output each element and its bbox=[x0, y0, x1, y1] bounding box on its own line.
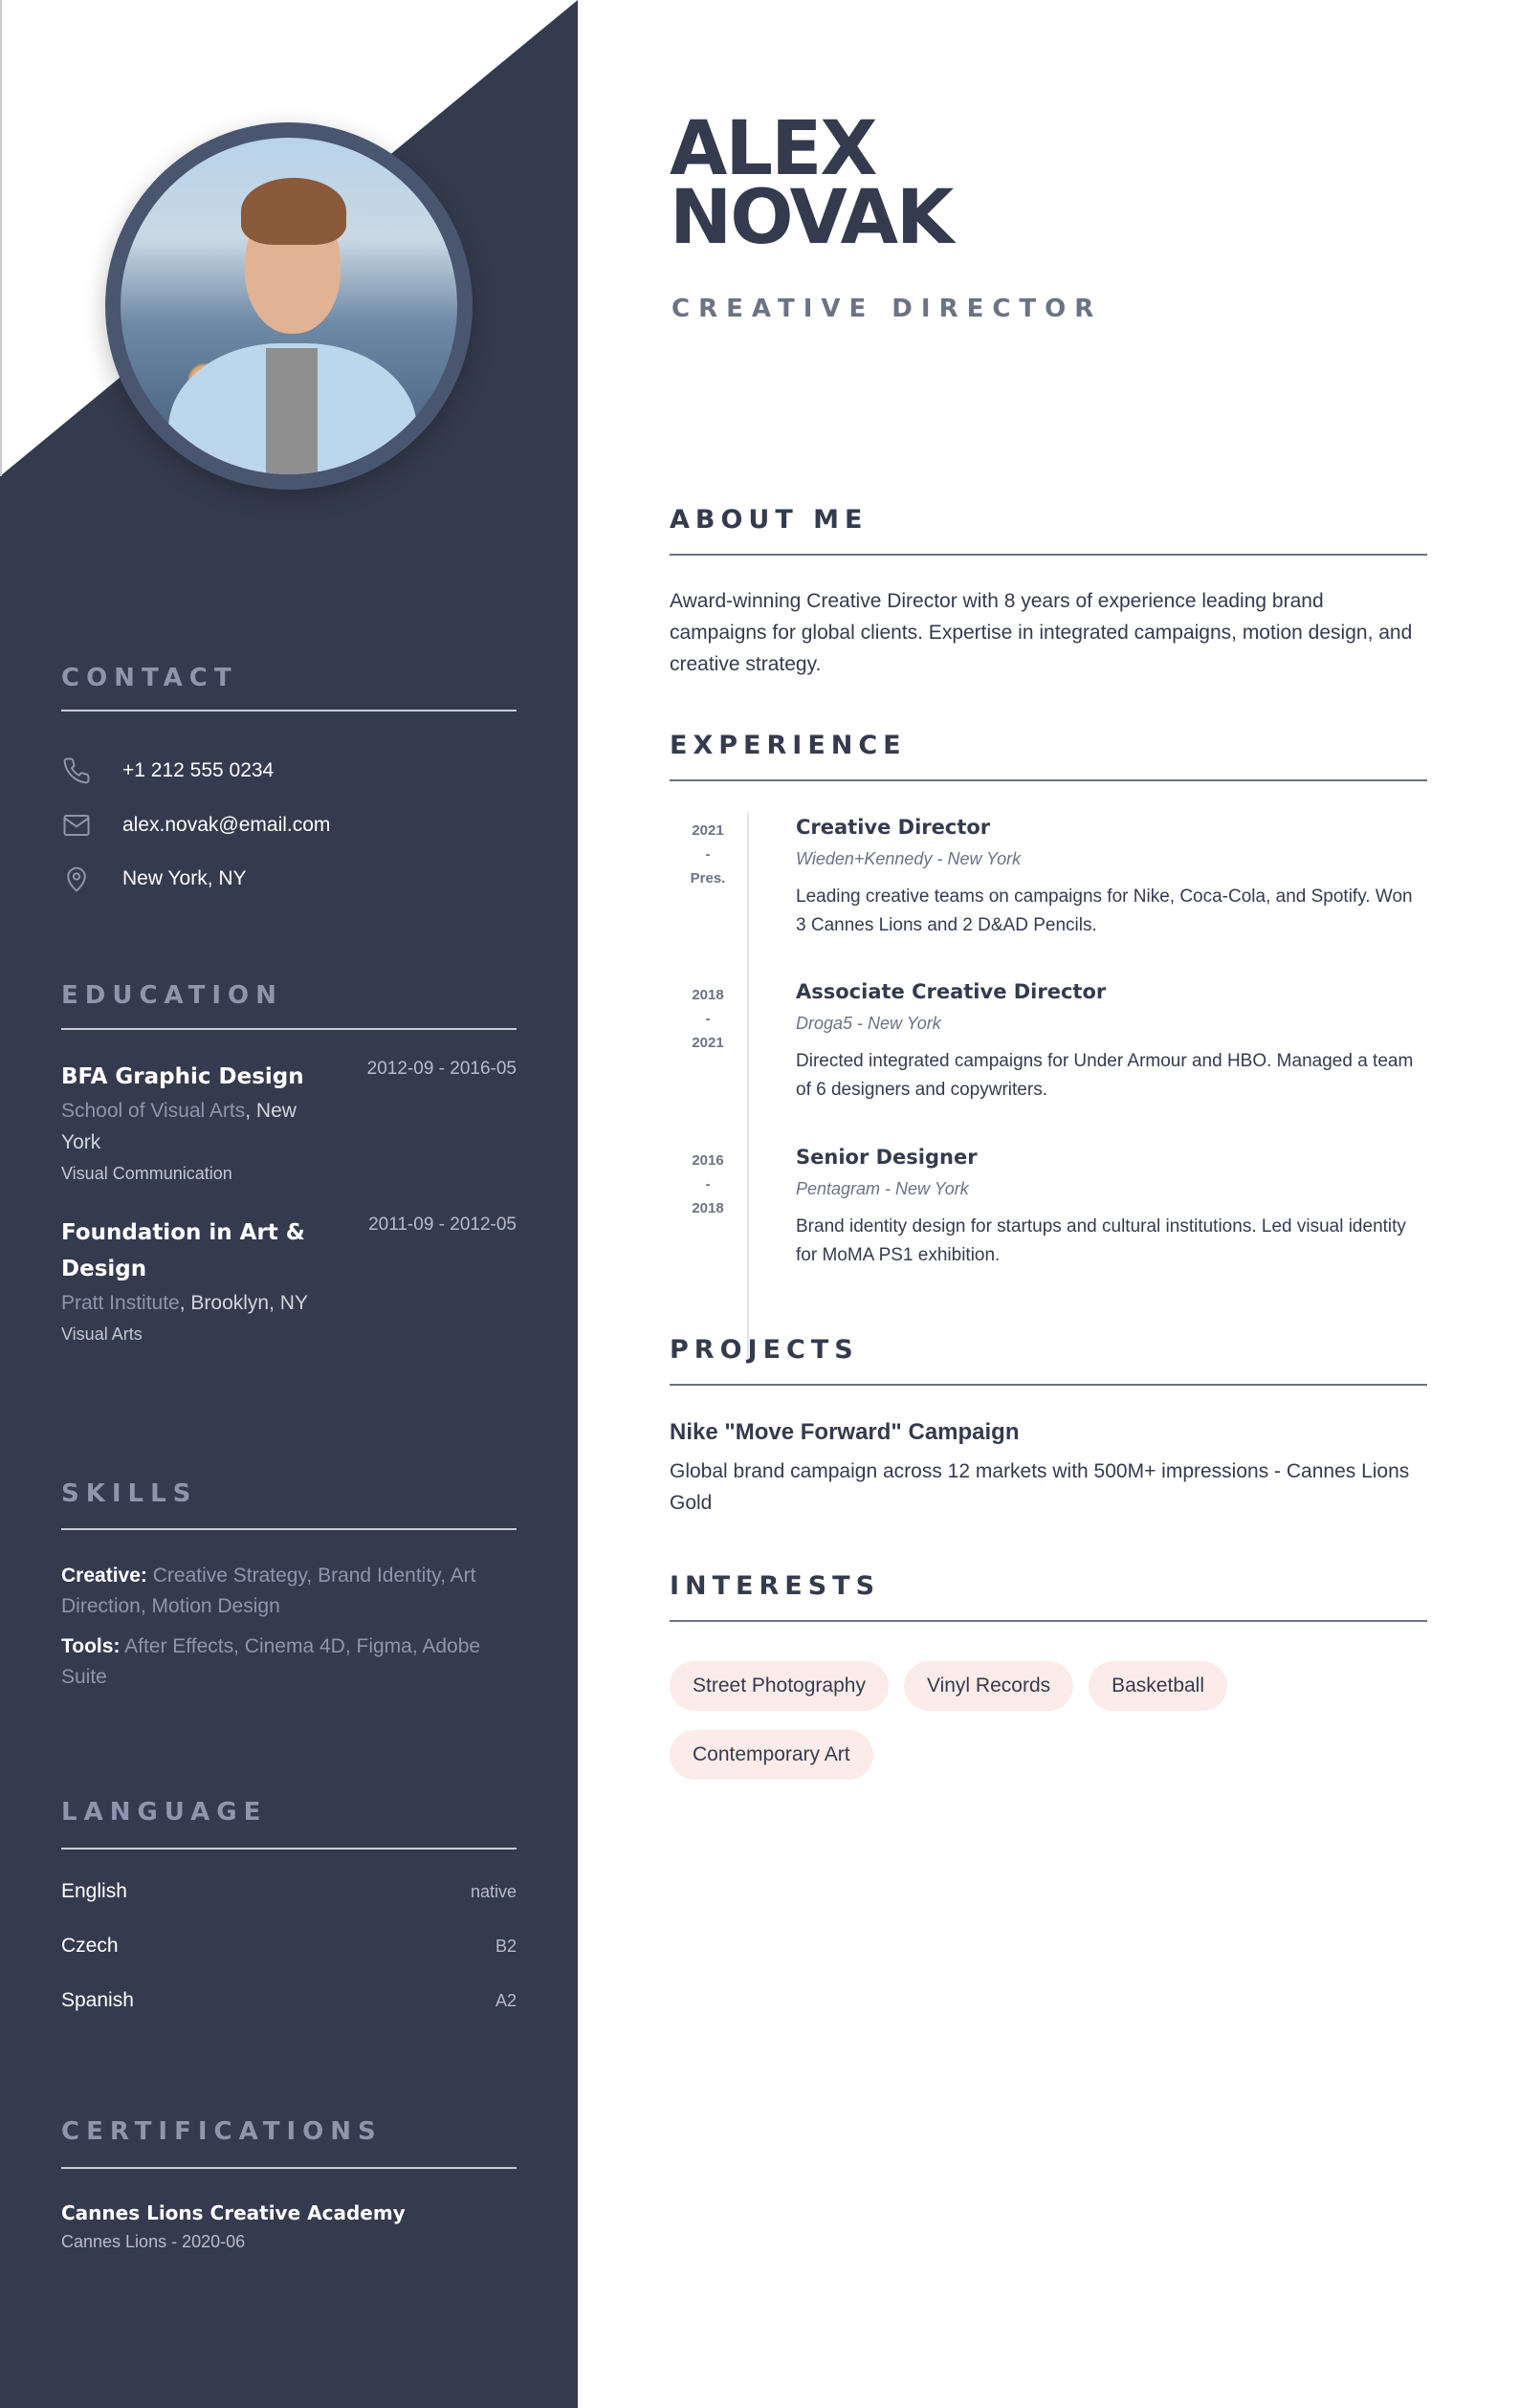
job-end: Pres. bbox=[690, 870, 726, 887]
timeline-line bbox=[747, 1143, 749, 1361]
education-school: School of Visual Arts bbox=[61, 1100, 246, 1122]
skills-divider bbox=[61, 1528, 517, 1530]
job-title-header: CREATIVE DIRECTOR bbox=[671, 295, 1103, 323]
certifications-divider bbox=[61, 2167, 517, 2169]
certifications-heading: CERTIFICATIONS bbox=[61, 2117, 383, 2146]
job-body bbox=[796, 977, 1427, 1105]
skill-tools bbox=[61, 1631, 517, 1693]
language-name: Czech bbox=[61, 1935, 119, 1957]
interest-tag: Vinyl Records bbox=[904, 1661, 1073, 1711]
email-value: alex.novak@email.com bbox=[122, 814, 331, 836]
photo-tee bbox=[266, 348, 318, 474]
experience-divider bbox=[670, 779, 1427, 781]
education-school: Pratt Institute bbox=[61, 1292, 180, 1314]
phone-icon bbox=[61, 755, 92, 786]
job-date-separator: - bbox=[705, 846, 711, 863]
contact-email[interactable] bbox=[61, 811, 517, 840]
education-degree: Foundation in Art & Design bbox=[61, 1220, 305, 1281]
language-level: A2 bbox=[495, 1991, 517, 2010]
contact-divider bbox=[61, 710, 517, 711]
experience-heading: EXPERIENCE bbox=[670, 731, 907, 760]
education-location: , Brooklyn, NY bbox=[179, 1292, 308, 1314]
projects-heading: PROJECTS bbox=[670, 1335, 859, 1365]
education-heading: EDUCATION bbox=[61, 981, 283, 1010]
skill-label: Tools: bbox=[61, 1635, 121, 1657]
education-divider bbox=[61, 1028, 517, 1030]
skill-value: After Effects, Cinema 4D, Figma, Adobe Suite bbox=[61, 1635, 481, 1688]
skill-label: Creative: bbox=[61, 1565, 147, 1587]
project-description: Global brand campaign across 12 markets with 500M+ impressions - Cannes Lions Gold bbox=[670, 1460, 1410, 1514]
education-dates: 2012-09 - 2016-05 bbox=[366, 1059, 517, 1079]
education-item bbox=[61, 1215, 517, 1345]
language-name: Spanish bbox=[61, 1989, 134, 2011]
interest-tag: Contemporary Art bbox=[670, 1730, 873, 1780]
interest-tags bbox=[670, 1661, 1427, 1780]
mail-icon bbox=[61, 810, 92, 841]
about-heading: ABOUT ME bbox=[670, 505, 869, 535]
job-start: 2018 bbox=[692, 987, 724, 1003]
about-divider bbox=[670, 554, 1427, 556]
education-degree: BFA Graphic Design bbox=[61, 1064, 304, 1089]
job-title: Associate Creative Director bbox=[796, 980, 1107, 1003]
language-heading: LANGUAGE bbox=[61, 1798, 268, 1827]
language-name: English bbox=[61, 1880, 127, 1902]
projects-divider bbox=[670, 1384, 1427, 1386]
education-dates: 2011-09 - 2012-05 bbox=[368, 1215, 517, 1235]
skill-value: Creative Strategy, Brand Identity, Art Direction, Motion Design bbox=[61, 1565, 476, 1617]
profile-photo-frame bbox=[105, 122, 473, 490]
job-end: 2018 bbox=[692, 1200, 724, 1216]
interest-tag: Street Photography bbox=[670, 1661, 889, 1711]
job-date-separator: - bbox=[705, 1011, 711, 1027]
page-left-edge bbox=[0, 0, 2, 476]
job-body bbox=[796, 813, 1427, 940]
certification-title: Cannes Lions Creative Academy bbox=[61, 2201, 406, 2224]
education-field: Visual Communication bbox=[61, 1164, 232, 1183]
job-company: Wieden+Kennedy - New York bbox=[796, 849, 1022, 868]
interest-tag: Basketball bbox=[1089, 1661, 1227, 1711]
name-last: NOVAK bbox=[670, 175, 953, 261]
education-location: , New York bbox=[61, 1100, 297, 1153]
language-level: native bbox=[470, 1882, 517, 1901]
job-dates bbox=[670, 983, 746, 1055]
job-description: Directed integrated campaigns for Under Armour and HBO. Managed a team of 6 designers and copywriters. bbox=[796, 1051, 1414, 1100]
map-pin-icon bbox=[61, 864, 92, 894]
job-start: 2021 bbox=[692, 822, 724, 839]
project-title: Nike "Move Forward" Campaign bbox=[670, 1419, 1020, 1445]
job-end: 2021 bbox=[692, 1035, 724, 1051]
language-row bbox=[61, 1880, 517, 1903]
interests-divider bbox=[670, 1620, 1427, 1622]
profile-photo bbox=[121, 138, 457, 474]
job-title: Senior Designer bbox=[796, 1146, 978, 1169]
job-description: Brand identity design for startups and cultural institutions. Led visual identity for MoMA PS1 exhibition. bbox=[796, 1216, 1406, 1265]
language-divider bbox=[61, 1848, 517, 1850]
job-dates bbox=[670, 1149, 746, 1220]
certification-issuer-date: Cannes Lions - 2020-06 bbox=[61, 2232, 246, 2251]
job-body bbox=[796, 1143, 1427, 1270]
education-school-line bbox=[61, 1287, 339, 1319]
skills-heading: SKILLS bbox=[61, 1479, 198, 1508]
name-first: ALEX bbox=[670, 106, 876, 192]
interests-heading: INTERESTS bbox=[670, 1571, 881, 1601]
location-value: New York, NY bbox=[122, 867, 247, 889]
job-company: Pentagram - New York bbox=[796, 1179, 969, 1198]
phone-value: +1 212 555 0234 bbox=[122, 759, 275, 781]
skill-creative bbox=[61, 1561, 517, 1622]
language-row bbox=[61, 1935, 517, 1958]
candidate-name bbox=[670, 106, 953, 261]
language-level: B2 bbox=[495, 1937, 517, 1956]
about-text: Award-winning Creative Director with 8 years of experience leading brand campaigns for global clients. Expertise in integrated campaigns, motion design, and creative strategy. bbox=[670, 590, 1413, 675]
education-school-line bbox=[61, 1095, 339, 1158]
job-start: 2016 bbox=[692, 1152, 724, 1169]
language-row bbox=[61, 1989, 517, 2012]
contact-phone[interactable] bbox=[61, 756, 517, 785]
contact-heading: CONTACT bbox=[61, 664, 238, 692]
job-company: Droga5 - New York bbox=[796, 1014, 941, 1033]
job-dates bbox=[670, 819, 746, 890]
photo-hair bbox=[241, 178, 346, 245]
job-date-separator: - bbox=[705, 1176, 711, 1193]
job-description: Leading creative teams on campaigns for Nike, Coca-Cola, and Spotify. Won 3 Cannes Lions and 2 D&AD Pencils. bbox=[796, 887, 1413, 935]
education-item bbox=[61, 1059, 517, 1184]
education-field: Visual Arts bbox=[61, 1324, 143, 1344]
job-title: Creative Director bbox=[796, 816, 991, 839]
contact-location bbox=[61, 865, 517, 893]
